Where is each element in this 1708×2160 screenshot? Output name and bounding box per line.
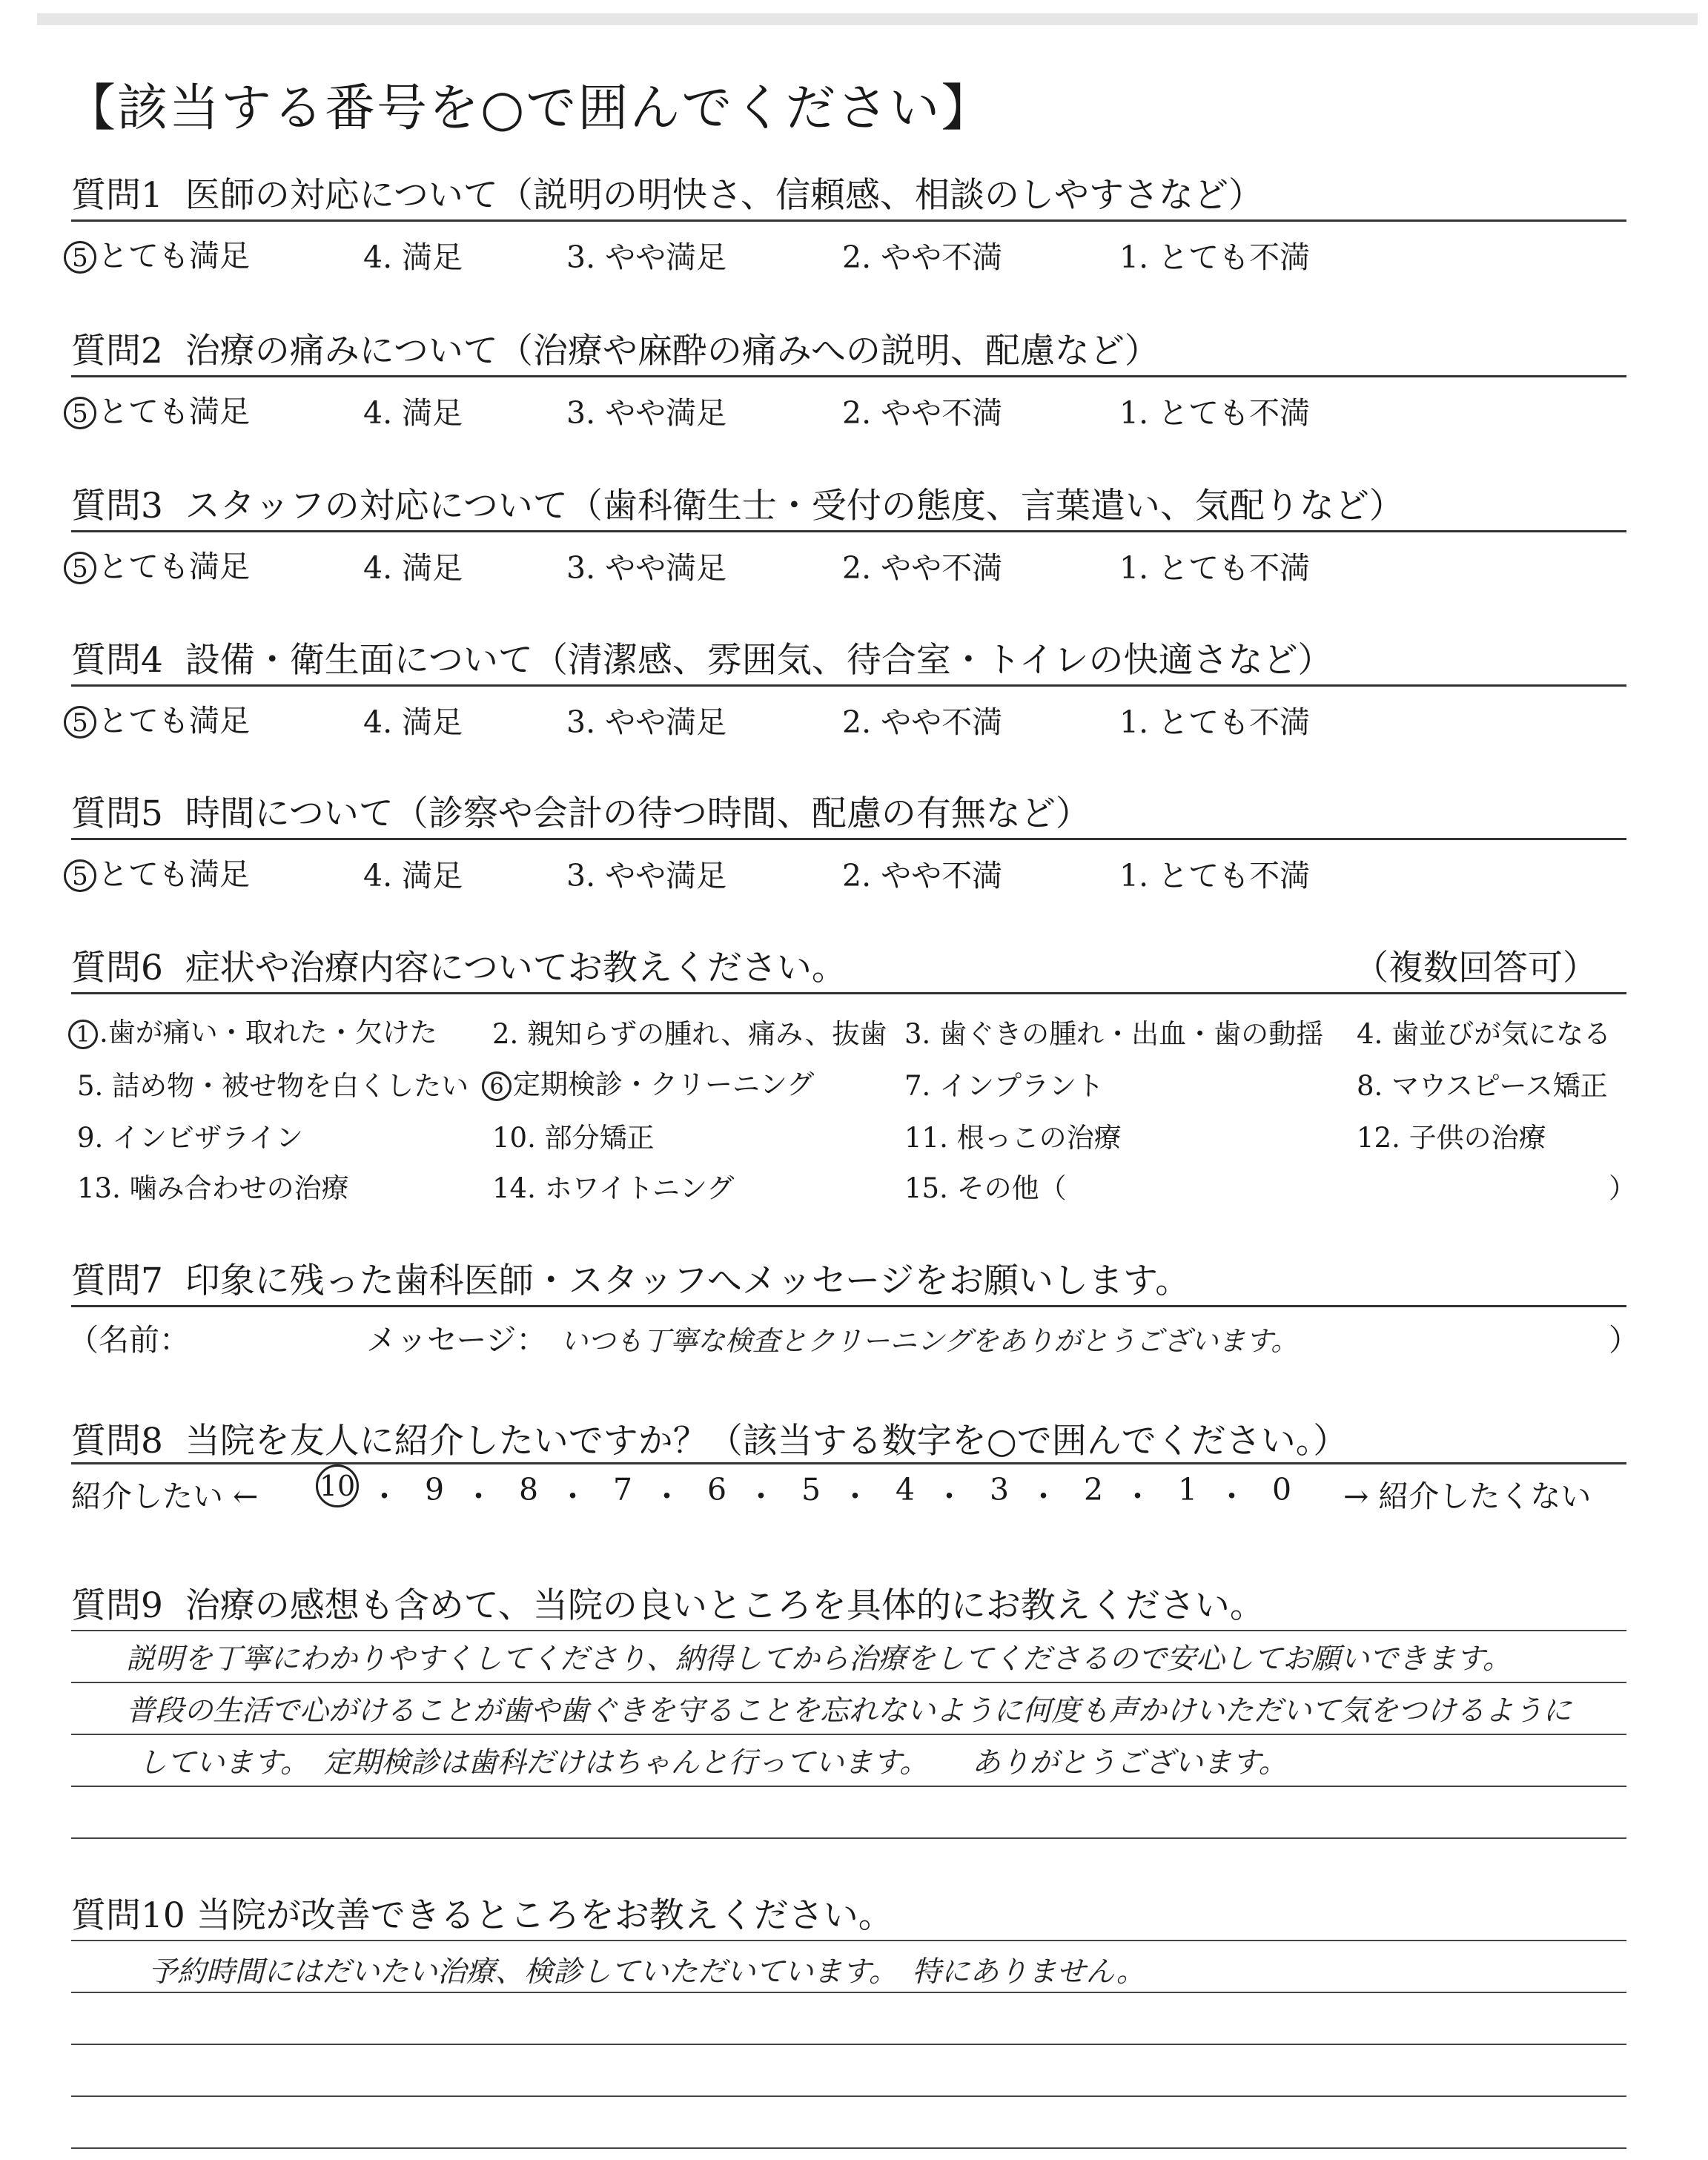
scale-number-9[interactable]: 9 [425, 1472, 445, 1507]
rating-option-label: とても満足 [98, 856, 250, 892]
writing-line [71, 1837, 1626, 1839]
writing-line [71, 1734, 1626, 1735]
question-text: 医師の対応について（説明の明快さ、信頼感、相談のしやすさなど） [185, 175, 1263, 216]
rating-option-5[interactable] [64, 542, 250, 586]
option-label: 歯が痛い・取れた・欠けた [107, 1017, 437, 1048]
scale-separator: ・ [557, 1479, 588, 1514]
question-text: 当院が改善できるところをお教えください。 [196, 1895, 893, 1936]
rating-option-4[interactable]: 4. 満足 [363, 395, 463, 431]
recommend-left-label: 紹介したい ← [71, 1479, 259, 1514]
divider [71, 1305, 1626, 1307]
symptom-option-9[interactable]: 9. インビザライン [77, 1122, 303, 1154]
symptom-option-13[interactable]: 13. 噛み合わせの治療 [77, 1172, 349, 1204]
rating-option-4[interactable]: 4. 満足 [363, 704, 463, 740]
divider [71, 375, 1626, 377]
handwritten-line-3: しています。 定期検診は歯科だけはちゃんと行っています。 ありがとうございます。 [138, 1746, 1288, 1780]
question-text: スタッフの対応について（歯科衛生士・受付の態度、言葉遣い、気配りなど） [185, 486, 1404, 526]
option-label: 詰め物・被せ物を白くしたい [112, 1070, 469, 1102]
rating-option-4[interactable]: 4. 満足 [363, 550, 463, 586]
scale-separator: ・ [369, 1479, 400, 1514]
scale-number-1[interactable]: 1 [1178, 1472, 1198, 1507]
scale-separator: ・ [746, 1479, 776, 1514]
rating-option-3[interactable]: 3. やや満足 [566, 858, 727, 894]
question-10 [71, 1888, 893, 1938]
question-7 [71, 1253, 1190, 1303]
option-label: マウスピース矯正 [1391, 1070, 1608, 1102]
question-label: 質問2 [71, 331, 163, 371]
rating-option-2[interactable]: 2. やや不満 [842, 395, 1003, 431]
scale-separator: ・ [1122, 1479, 1153, 1514]
scale-separator: ・ [934, 1479, 964, 1514]
scale-separator: ・ [1028, 1479, 1059, 1514]
scale-separator: ・ [463, 1479, 494, 1514]
question-label: 質問1 [71, 175, 163, 216]
question-text: 治療の痛みについて（治療や麻酔の痛みへの説明、配慮など） [185, 331, 1159, 371]
symptom-option-8[interactable]: 8. マウスピース矯正 [1357, 1070, 1608, 1102]
scale-number-7[interactable]: 7 [613, 1472, 633, 1507]
question-text: 印象に残った歯科医師・スタッフへメッセージをお願いします。 [185, 1261, 1191, 1301]
selected-circle: 6 [482, 1071, 512, 1101]
question-text: 時間について（診察や会計の待つ時間、配慮の有無など） [185, 793, 1090, 834]
option-label: 噛み合わせの治療 [129, 1172, 349, 1204]
selected-circle: 5 [64, 552, 96, 584]
scale-number-6[interactable]: 6 [707, 1472, 727, 1507]
scale-number-3[interactable]: 3 [990, 1472, 1010, 1507]
rating-option-label: とても満足 [98, 549, 250, 584]
scan-top-band [37, 13, 1698, 25]
scale-separator: ・ [840, 1479, 870, 1514]
question-label: 質問3 [71, 486, 163, 526]
question-label: 質問10 [71, 1895, 185, 1936]
rating-option-2[interactable]: 2. やや不満 [842, 550, 1003, 586]
writing-line [71, 1940, 1626, 1941]
rating-option-1[interactable]: 1. とても不満 [1119, 704, 1311, 740]
question-text: 症状や治療内容についてお教えください。 [185, 948, 847, 988]
symptom-option-6[interactable] [482, 1062, 814, 1102]
rating-option-1[interactable]: 1. とても不満 [1119, 550, 1311, 586]
question-label: 質問9 [71, 1585, 163, 1626]
writing-line [71, 1682, 1626, 1683]
rating-option-4[interactable]: 4. 満足 [363, 240, 463, 275]
selected-circle: 5 [64, 859, 96, 892]
rating-option-1[interactable]: 1. とても不満 [1119, 395, 1311, 431]
scale-number-4[interactable]: 4 [896, 1472, 916, 1507]
question-2 [71, 323, 1159, 373]
scale-number-10[interactable] [316, 1464, 359, 1507]
handwritten-message: いつも丁寧な検査とクリーニングをありがとうございます。 [560, 1325, 1299, 1357]
question-label: 質問7 [71, 1261, 163, 1301]
option-label: 部分矯正 [544, 1122, 655, 1154]
handwritten-line-2: 普段の生活で心がけることが歯や歯ぐきを守ることを忘れないように何度も声かけいただいて気をつけるように [126, 1694, 1572, 1728]
selected-circle: 1 [68, 1020, 98, 1049]
question-4 [71, 633, 1333, 682]
divider [71, 992, 1626, 994]
symptom-option-5[interactable]: 5. 詰め物・被せ物を白くしたい [77, 1070, 469, 1102]
question-text: 治療の感想も含めて、当院の良いところを具体的にお教えください。 [185, 1585, 1265, 1626]
rating-option-4[interactable]: 4. 満足 [363, 858, 463, 894]
option-label: インプラント [939, 1070, 1105, 1102]
rating-option-3[interactable]: 3. やや満足 [566, 550, 727, 586]
question-6 [71, 940, 847, 990]
question-5 [71, 786, 1090, 836]
rating-option-5[interactable] [64, 696, 250, 740]
multiple-answer-note: （複数回答可） [1354, 948, 1598, 988]
rating-option-5[interactable] [64, 850, 250, 894]
rating-option-1[interactable]: 1. とても不満 [1119, 858, 1311, 894]
handwritten-line-1: 説明を丁寧にわかりやすくしてくださり、納得してから治療をしてくださるので安心してお願いできます。 [126, 1642, 1512, 1676]
scale-number-8[interactable]: 8 [519, 1472, 539, 1507]
symptom-option-7[interactable]: 7. インプラント [904, 1070, 1105, 1102]
rating-option-3[interactable]: 3. やや満足 [566, 240, 727, 275]
divider [71, 530, 1626, 532]
option-label: 定期検診・クリーニング [513, 1069, 815, 1100]
rating-option-label: とても満足 [98, 238, 250, 274]
rating-option-label: とても満足 [98, 703, 250, 739]
question-9 [71, 1578, 1265, 1628]
other-close-paren: ） [1609, 1172, 1636, 1204]
rating-option-label: とても満足 [98, 394, 250, 429]
selected-circle: 5 [64, 241, 96, 274]
option-label: その他（ [956, 1172, 1067, 1204]
question-label: 質問8 [71, 1421, 163, 1462]
scale-separator: ・ [1217, 1479, 1247, 1514]
symptom-option-1[interactable]: 1 .歯が痛い・取れた・欠けた [68, 1010, 437, 1050]
selected-circle: 5 [64, 397, 96, 429]
symptom-option-4[interactable]: 4. 歯並びが気になる [1357, 1018, 1612, 1050]
option-label: 根っこの治療 [956, 1122, 1122, 1154]
symptom-option-12[interactable]: 12. 子供の治療 [1357, 1122, 1546, 1154]
selected-circle: 5 [64, 706, 96, 739]
question-label: 質問4 [71, 640, 163, 681]
option-label: ホワイトニング [544, 1172, 735, 1204]
writing-line [71, 2147, 1626, 2149]
scale-number-5[interactable]: 5 [801, 1472, 821, 1507]
question-label: 質問6 [71, 948, 163, 988]
option-label: 親知らずの腫れ、痛み、抜歯 [527, 1018, 887, 1050]
divider [71, 838, 1626, 840]
name-label: （名前： [68, 1322, 190, 1358]
writing-line [71, 1786, 1626, 1787]
rating-option-3[interactable]: 3. やや満足 [566, 704, 727, 740]
scale-separator: ・ [652, 1479, 682, 1514]
writing-line [71, 1630, 1626, 1631]
rating-option-5[interactable] [64, 387, 250, 431]
message-label: メッセージ： [366, 1322, 547, 1358]
option-label: 子供の治療 [1409, 1122, 1546, 1154]
question-1 [71, 168, 1263, 217]
option-label: 歯並びが気になる [1391, 1018, 1612, 1050]
option-label: インビザライン [112, 1122, 303, 1154]
divider [71, 684, 1626, 687]
scale-number-0[interactable]: 0 [1272, 1472, 1292, 1507]
rating-option-3[interactable]: 3. やや満足 [566, 395, 727, 431]
symptom-option-10[interactable]: 10. 部分矯正 [492, 1122, 655, 1154]
rating-option-2[interactable]: 2. やや不満 [842, 240, 1003, 275]
writing-line [71, 1992, 1626, 1993]
message-close-paren: ） [1609, 1322, 1639, 1358]
question-text: 設備・衛生面について（清潔感、雰囲気、待合室・トイレの快適さなど） [185, 640, 1333, 681]
symptom-option-3[interactable]: 3. 歯ぐきの腫れ・出血・歯の動揺 [904, 1018, 1324, 1050]
symptom-option-11[interactable]: 11. 根っこの治療 [904, 1122, 1122, 1154]
divider [71, 219, 1626, 222]
rating-option-5[interactable] [64, 231, 250, 275]
question-8 [71, 1413, 1348, 1463]
writing-line [71, 2095, 1626, 2097]
symptom-option-15[interactable]: 15. その他（ [904, 1172, 1067, 1204]
rating-option-2[interactable]: 2. やや不満 [842, 858, 1003, 894]
divider [71, 1462, 1626, 1464]
question-text: 当院を友人に紹介したいですか？（該当する数字を○で囲んでください。） [185, 1421, 1348, 1462]
writing-line [71, 2044, 1626, 2045]
scale-number-2[interactable]: 2 [1084, 1472, 1104, 1507]
question-label: 質問5 [71, 793, 163, 834]
question-3 [71, 478, 1404, 528]
symptom-option-2[interactable]: 2. 親知らずの腫れ、痛み、抜歯 [492, 1018, 887, 1050]
symptom-option-14[interactable]: 14. ホワイトニング [492, 1172, 735, 1204]
rating-option-2[interactable]: 2. やや不満 [842, 704, 1003, 740]
selected-circle: 10 [316, 1464, 359, 1507]
handwritten-line-1: 予約時間にはだいたい治療、検診していただいています。 特にありません。 [148, 1955, 1145, 1989]
rating-option-1[interactable]: 1. とても不満 [1119, 240, 1311, 275]
recommend-right-label: → 紹介したくない [1343, 1479, 1592, 1514]
page-title: 【該当する番号を○で囲んでください】 [65, 79, 993, 138]
option-label: 歯ぐきの腫れ・出血・歯の動揺 [939, 1018, 1324, 1050]
